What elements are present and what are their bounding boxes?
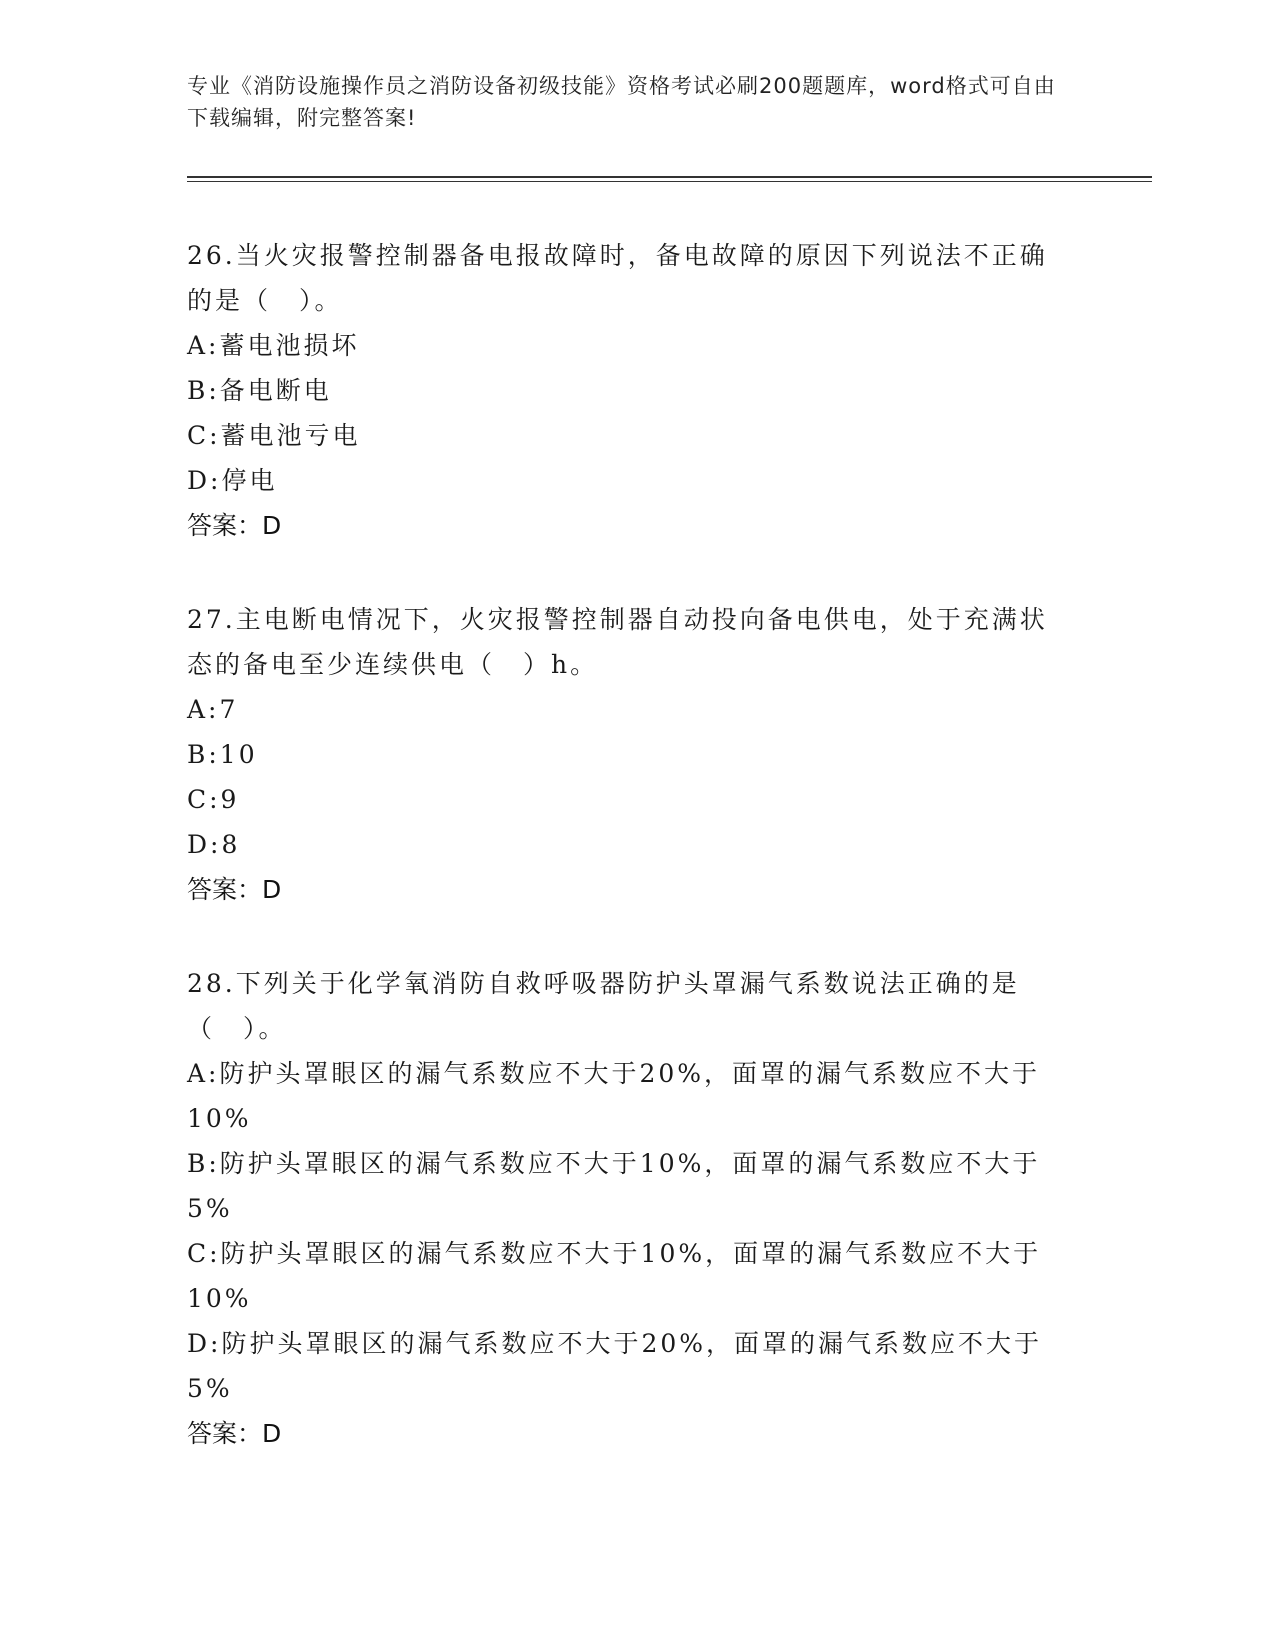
question-stem: 28.下列关于化学氧消防自救呼吸器防护头罩漏气系数说法正确的是（ ）。 bbox=[187, 969, 1020, 1043]
option-c: C:防护头罩眼区的漏气系数应不大于10%，面罩的漏气系数应不大于10% bbox=[187, 1239, 1042, 1313]
document-header: 专业《消防设施操作员之消防设备初级技能》资格考试必刷200题题库，word格式可自由下载编辑，附完整答案! bbox=[187, 74, 1056, 130]
option-d: D:停电 bbox=[187, 466, 278, 495]
question-28 bbox=[187, 961, 1067, 1456]
answer: 答案：D bbox=[187, 1419, 282, 1448]
option-d: D:防护头罩眼区的漏气系数应不大于20%，面罩的漏气系数应不大于5% bbox=[187, 1329, 1043, 1403]
question-26 bbox=[187, 233, 1067, 548]
option-a: A:7 bbox=[187, 695, 239, 724]
answer: 答案：D bbox=[187, 511, 282, 540]
option-c: C:蓄电池亏电 bbox=[187, 421, 361, 450]
option-b: B:10 bbox=[187, 740, 258, 769]
option-d: D:8 bbox=[187, 830, 241, 859]
header-divider-thick bbox=[187, 176, 1152, 178]
question-stem: 26.当火灾报警控制器备电报故障时，备电故障的原因下列说法不正确的是（ ）。 bbox=[187, 241, 1048, 315]
option-c: C:9 bbox=[187, 785, 240, 814]
option-b: B:防护头罩眼区的漏气系数应不大于10%，面罩的漏气系数应不大于5% bbox=[187, 1149, 1041, 1223]
option-b: B:备电断电 bbox=[187, 376, 332, 405]
question-27 bbox=[187, 597, 1067, 912]
option-a: A:蓄电池损坏 bbox=[187, 331, 360, 360]
header-divider-thin bbox=[187, 181, 1152, 182]
option-a: A:防护头罩眼区的漏气系数应不大于20%，面罩的漏气系数应不大于10% bbox=[187, 1059, 1041, 1133]
answer: 答案：D bbox=[187, 875, 282, 904]
question-stem: 27.主电断电情况下，火灾报警控制器自动投向备电供电，处于充满状态的备电至少连续供电（ ）h。 bbox=[187, 605, 1048, 679]
